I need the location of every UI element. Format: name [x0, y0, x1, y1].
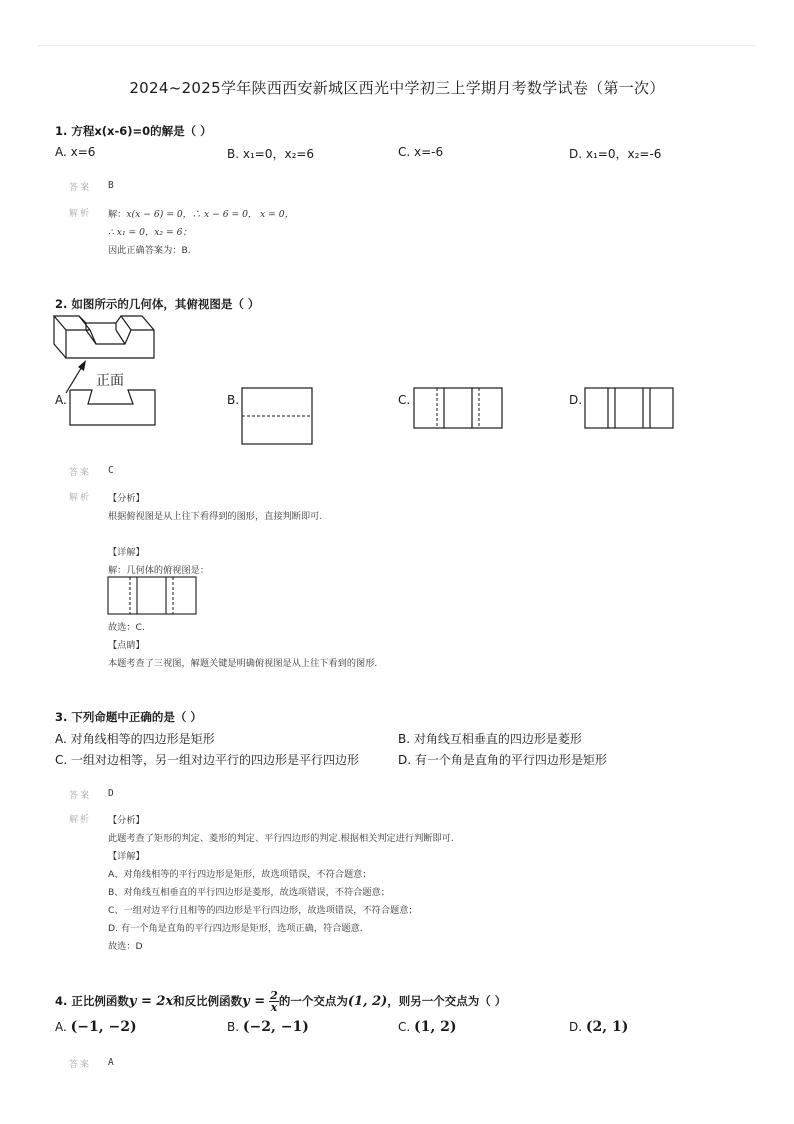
q1-explanation-line-1: 解：x(x − 6) = 0，∴ x − 6 = 0， x = 0，: [108, 209, 294, 220]
q2-stem: 2. 如图所示的几何体，其俯视图是（ ）: [55, 297, 260, 311]
q3-analysis-tag: 【分析】: [108, 815, 145, 826]
q4-option-b[interactable]: B. (−2, −1): [227, 1019, 309, 1035]
q3-option-c[interactable]: C. 一组对边相等，另一组对边平行的四边形是平行四边形: [55, 753, 360, 767]
q3-choice-text: 故选：D: [108, 941, 143, 952]
q2-detail-tag: 【详解】: [108, 547, 145, 558]
q2-analysis-tag: 【分析】: [108, 493, 145, 504]
q4-stem: 4. 正比例函数y = 2x和反比例函数y = $\frac{2}{x}$ 的一个交点为(1, 2)，则另一个交点为（ ）: [55, 989, 507, 1014]
q3-detail-d: D. 有一个角是直角的平行四边形是矩形，选项正确，符合题意.: [108, 923, 363, 934]
q1-option-a[interactable]: A. x=6: [55, 145, 96, 159]
q3-option-b[interactable]: B. 对角线互相垂直的四边形是菱形: [398, 732, 582, 746]
q2-answer-value: C: [108, 465, 114, 476]
q1-explanation-line-3: 因此正确答案为：B.: [108, 245, 191, 256]
front-view-label: 正面: [96, 373, 124, 389]
q3-detail-c: C、一组对边平行且相等的四边形是平行四边形，故选项错误，不符合题意；: [108, 905, 418, 916]
q1-option-d[interactable]: D. x₁=0，x₂=-6: [569, 147, 662, 161]
q3-detail-a: A、对角线相等的平行四边形是矩形，故选项错误，不符合题意；: [108, 869, 372, 880]
q2-answer-label: 答案: [69, 468, 92, 478]
q2-detail-text: 解：几何体的俯视图是：: [108, 565, 210, 576]
q2-choice-text: 故选：C.: [108, 622, 145, 633]
q3-answer-value: D: [108, 788, 114, 799]
q3-detail-b: B、对角线互相垂直的平行四边形是菱形，故选项错误，不符合题意；: [108, 887, 390, 898]
q4-option-c[interactable]: C. (1, 2): [398, 1019, 457, 1035]
q4-option-a[interactable]: A. (−1, −2): [55, 1019, 137, 1035]
q2-analysis-text: 根据俯视图是从上往下看得到的图形，直接判断即可.: [108, 511, 323, 522]
q3-answer-label: 答案: [69, 791, 92, 801]
q4-option-d[interactable]: D. (2, 1): [569, 1019, 629, 1035]
q2-option-d[interactable]: D.: [569, 393, 583, 407]
q1-option-b[interactable]: B. x₁=0，x₂=6: [227, 147, 315, 161]
q3-analysis-text: 此题考查了矩形的判定、菱形的判定、平行四边形的判定.根据相关判定进行判断即可.: [108, 833, 454, 844]
q3-option-d[interactable]: D. 有一个角是直角的平行四边形是矩形: [398, 753, 607, 767]
q4-answer-value: A: [108, 1057, 114, 1068]
q1-answer-value: B: [108, 180, 114, 191]
q3-analysis-label: 解析: [69, 815, 92, 825]
q1-analysis-label: 解析: [69, 209, 92, 219]
q2-analysis-label: 解析: [69, 493, 92, 503]
q1-answer-label: 答案: [69, 183, 92, 193]
q4-answer-label: 答案: [69, 1060, 92, 1070]
q3-option-a[interactable]: A. 对角线相等的四边形是矩形: [55, 732, 215, 746]
q3-stem: 3. 下列命题中正确的是（ ）: [55, 710, 202, 724]
q2-option-b[interactable]: B.: [227, 393, 240, 407]
q2-option-a[interactable]: A.: [55, 393, 67, 407]
q3-detail-tag: 【详解】: [108, 851, 145, 862]
q2-option-c[interactable]: C.: [398, 393, 411, 407]
q2-comment-tag: 【点睛】: [108, 640, 145, 651]
q4-fraction: $\frac{2}{x}$: [270, 989, 278, 1014]
q2-comment-text: 本题考查了三视图，解题关键是明确俯视图是从上往下看到的图形.: [108, 658, 378, 669]
q1-stem: 1. 方程x(x-6)=0的解是（ ）: [55, 124, 212, 138]
q1-option-c[interactable]: C. x=-6: [398, 145, 444, 159]
q1-explanation-line-2: ∴ x₁ = 0，x₂ = 6；: [108, 227, 192, 238]
page-title: 2024~2025学年陕西西安新城区西光中学初三上学期月考数学试卷（第一次）: [129, 79, 665, 97]
